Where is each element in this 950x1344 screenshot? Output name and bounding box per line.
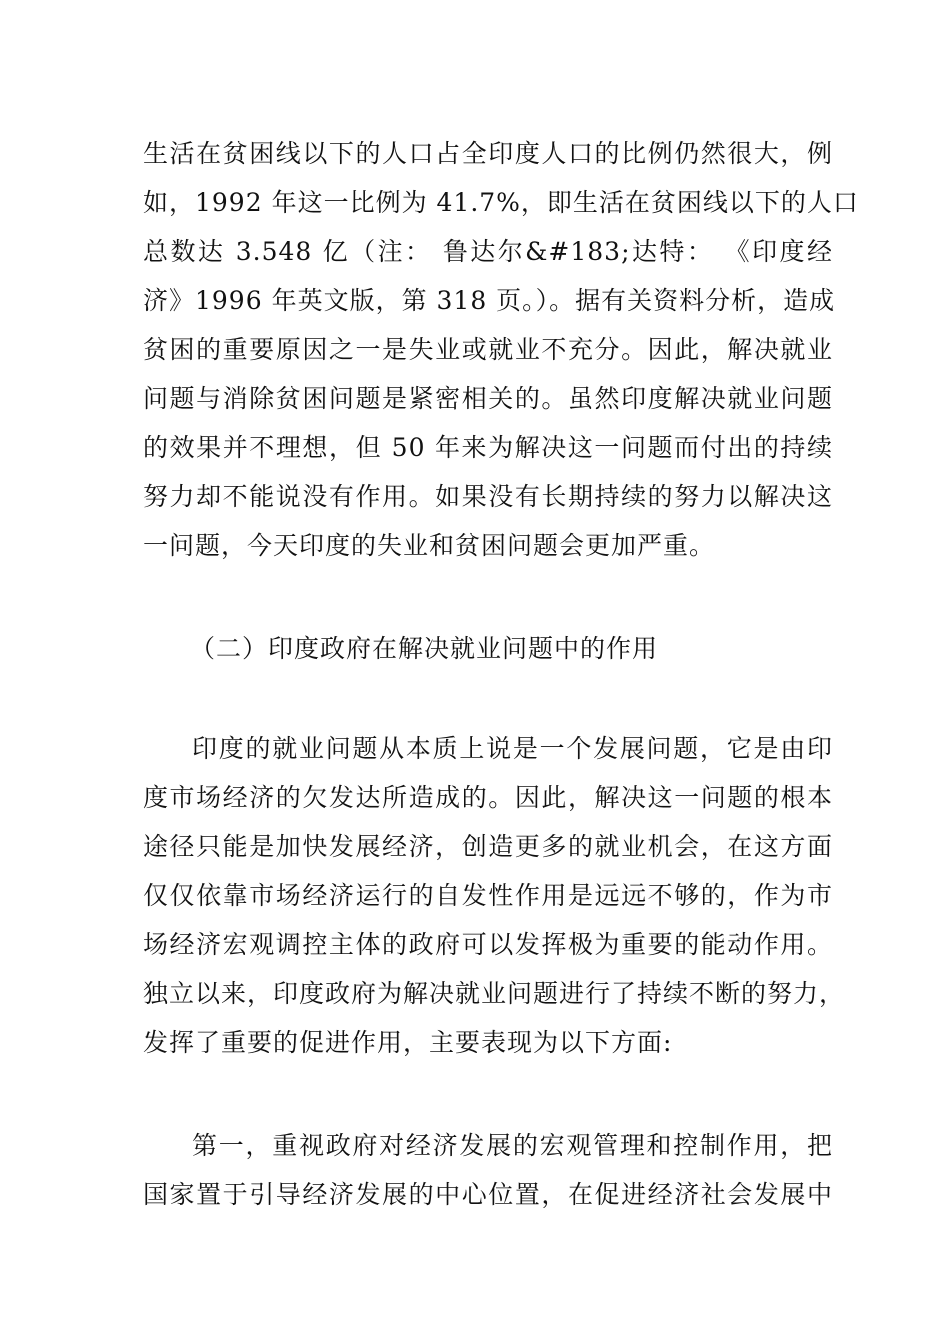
text-line: 一问题，今天印度的失业和贫困问题会更加严重。 — [143, 531, 716, 560]
text-line: 途径只能是加快发展经济，创造更多的就业机会，在这方面 — [143, 832, 833, 861]
text-line: 度市场经济的欠发达所造成的。因此，解决这一问题的根本 — [143, 783, 833, 812]
text-line: 贫困的重要原因之一是失业或就业不充分。因此，解决就业 — [143, 335, 833, 364]
section-heading: （二）印度政府在解决就业问题中的作用 — [190, 634, 659, 663]
text-line: 生活在贫困线以下的人口占全印度人口的比例仍然很大，例 — [143, 139, 833, 168]
text-line: 总数达 3.548 亿（注： 鲁达尔&#183;达特： 《印度经 — [143, 237, 833, 266]
text-line: 独立以来，印度政府为解决就业问题进行了持续不断的努力， — [143, 979, 846, 1008]
text-line: 济》1996 年英文版，第 318 页。）。据有关资料分析，造成 — [143, 286, 836, 315]
text-line: 如，1992 年这一比例为 41.7%，即生活在贫困线以下的人口 — [143, 188, 859, 217]
text-line: 仅仅依靠市场经济运行的自发性作用是远远不够的，作为市 — [143, 881, 833, 910]
text-line: 问题与消除贫困问题是紧密相关的。虽然印度解决就业问题 — [143, 384, 833, 413]
text-line: 国家置于引导经济发展的中心位置，在促进经济社会发展中 — [143, 1180, 833, 1209]
text-line: 场经济宏观调控主体的政府可以发挥极为重要的能动作用。 — [143, 930, 833, 959]
text-line: 发挥了重要的促进作用，主要表现为以下方面: — [143, 1028, 673, 1057]
text-line: 努力却不能说没有作用。如果没有长期持续的努力以解决这 — [143, 482, 833, 511]
text-line: 的效果并不理想，但 50 年来为解决这一问题而付出的持续 — [143, 433, 833, 462]
text-line: 第一，重视政府对经济发展的宏观管理和控制作用，把 — [192, 1131, 833, 1160]
text-line: 印度的就业问题从本质上说是一个发展问题，它是由印 — [192, 734, 833, 763]
